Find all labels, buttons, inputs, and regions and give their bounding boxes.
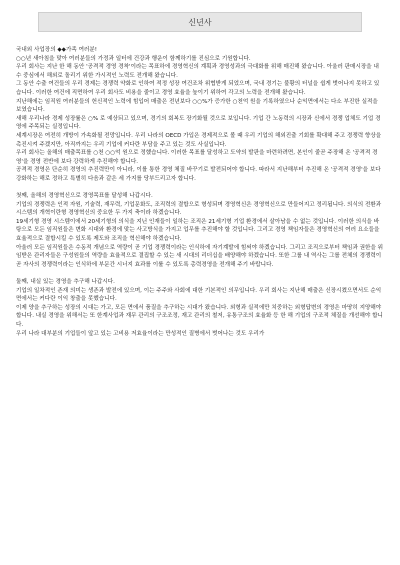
body-paragraph: 19세기형 경영 시스템이에서 20세기형의 의식을 지닌 인재들이 일하는 조직은 21세기형 기업 환경에서 살아남을 수 없는 것입니다. 이러한 의식을 바탕으로 모든 임직원들은 변화 시대와 환경에 맞는 사고방식을 가지고 업무를 추진해야 할 것입니다. 그리고 경영 책임자들은 경영혁신의 여러 요소들을 효율적으로 결합시킬 수 있도록 제도와 조직을 혁신해야 하겠습니다.: [16, 218, 380, 243]
body-paragraph: 국내외 사업장의 ◆◆가족 여러분!: [16, 47, 98, 53]
body-paragraph: 아울러 모든 임직원들은 수동적 개념으로 역량이 곧 기업 경쟁력이라는 인식하에 자기계발에 힘써야 하겠습니다. 그리고 조직으로부터 책임과 권한을 위임받은 관리자들은 구성원들의 역량을 효율적으로 결집할 수 있는 새 시대의 리더십을 배양해야 하겠습니다. 또한 그룹 내 역사는 그룹 전체의 경쟁력이 곧 자사의 경쟁력이라는 인식하에 부문간 시너지 효과를 이룰 수 있도록 총력경영을 전개해 주기 바랍니다.: [16, 244, 384, 268]
body-paragraph: 이제 양을 추구하는 성장의 시대는 가고, 모든 면에서 품질을 추구하는 시대가 왔습니다. 외형과 실적에만 치중하는 외형답변의 경영은 마땅히 지양해야 합니다. 내실 경영을 위해서는 또 한계사업과 재무 관리의 구조조정, 재고 관리의 철저, 유통구조의 효율화 등 한 해 기업의 구조적 체질을 개선해야 합니다.: [16, 304, 383, 328]
body-paragraph: 기업의 경쟁력은 인적 자원, 기술력, 재무력, 기업문화도, 조직력의 결합으로 형성되며 경영혁신은 경영혁신으로 만들어지고 정리됩니다. 의식의 전환과 시스템의 개혁이란형 경영혁신의 중요한 두 가지 축이라 하겠습니다.: [16, 201, 382, 217]
body-paragraph: 기업의 일차적인 존재 의미는 생존과 발전에 있으며, 이는 주주와 사회에 대한 기본적인 의무입니다. 우리 회사는 지난해 매출은 신장시켰으면서도 순익면에서는 커다란 이익 창출을 못했습니다.: [16, 287, 382, 303]
title-banner: [38, 12, 362, 32]
body-paragraph: 새해 우리나라 경제 성장률은 ○% 로 예상되고 있으며, 경기의 회복도 장기화될 것으로 보입니다. 기업 간 노동력의 시장과 신에서 경쟁 업체도 기업 경영에 주목되는 실정입니다.: [16, 115, 381, 131]
body-paragraph: 우리 회사는 지난 한 해 동안 '공격적 경영 경착'이라는 목표하에 경영혁신의 계획과 경영성과의 극대화를 위해 매진해 왔습니다. 아울러 판매시장을 내수 중심에서 해외로 돌리기 위한 가시적인 노력도 전개해 왔습니다.: [16, 64, 379, 79]
body-paragraph: 우리 회사는 올해의 매출목표를 ○천 ○○억 원으로 정했습니다. 이러한 목표를 달성하고 도약의 발판을 마련하려면, 본인이 줄곧 주장해 온 '공격적 경영'을 경영 전반에 보다 강력하게 추진해야 합니다.: [16, 150, 378, 165]
body-paragraph: 우리 나라 대부분의 기업들이 앞고 있는 고비용 저효율이라는 만성적인 질병에서 벗어나는 것도 우리가: [16, 330, 265, 337]
body-paragraph: 둘째, 내실 있는 경영을 추구해 나갑시다.: [16, 279, 115, 286]
body-paragraph: 세계시장은 여전히 개방이 가속화될 전망입니다. 우리 나라의 OECD 가입은 경제적으로 볼 때 우리 기업의 해외진출 기회를 확대해 주고 경쟁력 향상을 촉진시켜 주겠지만, 아직까지는 우리 기업에 커다란 부담을 주고 있는 것도 사실입니다.: [16, 132, 382, 148]
body-paragraph: 첫째, 올해의 경영혁신으로 경영목표를 달성해 나갑시다.: [16, 193, 153, 200]
body-paragraph: 지난해에는 임직원 여러분들의 헌신적인 노력에 힘입어 매출은 전년보다 ○○%가 증가한 ○천억 원을 기록하였으나 순익면에서는 다소 부진한 실적을 보였습니다.: [16, 98, 378, 114]
body-paragraph: 공격적 경영은 단순히 경영의 추진력만이 아니라, 이를 통한 경영 체질 바꾸기로 발전되어야 합니다. 따라서 지난해부터 추진해 온 '공격적 경영'을 보다 강화하는 해로 정하고 특별히 다음과 같은 세 가지를 당부드리고자 합니다.: [16, 167, 381, 182]
document-body: [16, 46, 384, 338]
document-title: 신년사: [188, 17, 212, 27]
body-paragraph: 그 동안 수출 여건들의 우리 경제는 경쟁력 약화로 인하여 적정 성장 여건조차 위협받게 되었으며, 국내 경기는 불황의 터널을 쉽게 벗어나지 못하고 있습니다. 이러한 여건에 직면하여 우리 회사도 비용을 줄이고 경영 효율을 높이기 위하여 각고의 노력을 전개해 왔습니다.: [16, 81, 380, 96]
body-paragraph: ○○년 새아침을 맞아 여러분들의 가정과 일터에 건강과 행운이 함께하기를 진심으로 기원합니다.: [16, 55, 251, 62]
